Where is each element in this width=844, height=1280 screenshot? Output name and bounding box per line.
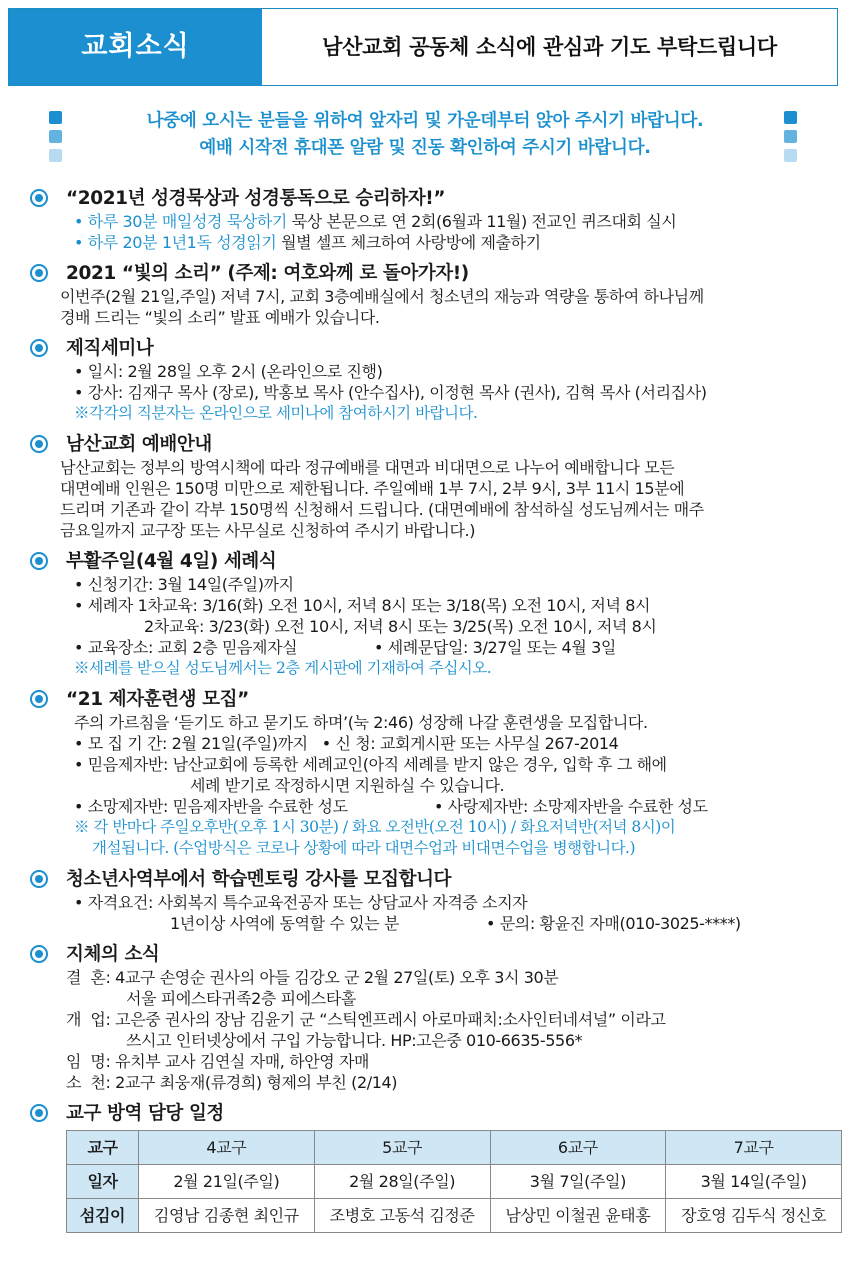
section-title: 청소년사역부에서 학습멘토링 강사를 모집합니다 xyxy=(66,869,452,890)
section-baptism xyxy=(30,549,820,679)
text-line: • 신청기간: 3월 14일(주일)까지 xyxy=(74,575,294,594)
text-line: 이번주(2월 21일,주일) 저녁 7시, 교회 3층예배실에서 청소년의 재능과 역량을 통하여 하나님께 xyxy=(60,287,704,306)
section-schedule xyxy=(30,1101,827,1233)
circle-bullet-icon xyxy=(30,870,48,888)
table-cell: 조병호 고동석 김정준 xyxy=(314,1199,490,1233)
section-title: 남산교회 예배안내 xyxy=(66,434,212,455)
text-line: • 강사: 김재구 목사 (장로), 박홍보 목사 (안수집사), 이정현 목사 (권사), 김혁 목사 (서리집사) xyxy=(74,383,707,402)
note-text: 개설됩니다. (수업방식은 코로나 상황에 따라 대면수업과 비대면수업을 병행합니다.) xyxy=(92,839,636,857)
text-line: • 세례자 1차교육: 3/16(화) 오전 10시, 저녁 8시 또는 3/18(목) 오전 10시, 저녁 8시 xyxy=(74,596,651,615)
circle-bullet-icon xyxy=(30,189,48,207)
circle-bullet-icon xyxy=(30,945,48,963)
note-text: ※각각의 직분자는 온라인으로 세미나에 참여하시기 바랍니다. xyxy=(74,404,478,422)
text-line xyxy=(66,637,820,658)
section-title: 제직세미나 xyxy=(66,338,154,359)
text-span: 묵상 본문으로 연 2회(6월과 11월) 전교인 퀴즈대회 실시 xyxy=(286,212,677,231)
text-span: • 세례문답일: 3/27일 또는 4월 3일 xyxy=(374,638,616,657)
text-span: 월별 셀프 체크하여 사랑방에 제출하기 xyxy=(276,233,541,252)
section-bible xyxy=(30,186,820,253)
table-cell: 3월 7일(주일) xyxy=(490,1165,666,1199)
schedule-heading xyxy=(30,1101,820,1126)
section-light xyxy=(30,261,820,328)
header-subtitle: 남산교회 공동체 소식에 관심과 기도 부탁드립니다 xyxy=(322,35,777,59)
notice-line: 예배 시작전 휴대폰 알람 및 진동 확인하여 주시기 바랍니다. xyxy=(199,138,651,158)
section-title: 2021 “빛의 소리” (주제: 여호와께 로 돌아가자!) xyxy=(66,263,469,284)
section-seminar xyxy=(30,336,820,424)
circle-bullet-icon xyxy=(30,1104,48,1122)
circle-bullet-icon xyxy=(30,690,48,708)
circle-bullet-icon xyxy=(30,552,48,570)
table-cell: 장호영 김두식 정신호 xyxy=(666,1199,842,1233)
circle-bullet-icon xyxy=(30,435,48,453)
text-line: • 모 집 기 간: 2월 21일(주일)까지 • 신 청: 교회게시판 또는 사무실 267-2014 xyxy=(74,734,619,753)
section-title: “21 제자훈련생 모집” xyxy=(66,689,249,710)
table-row xyxy=(67,1199,842,1233)
text-line: 결 혼: 4교구 손영순 권사의 아들 김강오 군 2월 27일(토) 오후 3시 30분 xyxy=(66,968,559,987)
text-line: • 믿음제자반: 남산교회에 등록한 세례교인(아직 세례를 받지 않은 경우, 입학 후 그 해에 xyxy=(74,755,667,774)
section-mentoring xyxy=(30,867,820,934)
text-line: 경배 드리는 “빛의 소리” 발표 예배가 있습니다. xyxy=(60,308,380,327)
text-line: 주의 가르침을 ‘듣기도 하고 묻기도 하며’(눅 2:46) 성장해 나갈 훈련생을 모집합니다. xyxy=(74,713,648,732)
text-span: • 사랑제자반: 소망제자반을 수료한 성도 xyxy=(434,797,708,816)
text-line: 쓰시고 인터넷상에서 구입 가능합니다. HP:고은중 010-6635-556* xyxy=(126,1031,583,1050)
row-label: 일자 xyxy=(67,1165,139,1199)
table-row xyxy=(67,1165,842,1199)
text-line: 2차교육: 3/23(화) 오전 10시, 저녁 8시 또는 3/25(목) 오전 10시, 저녁 8시 xyxy=(144,617,657,636)
table-row xyxy=(67,1131,842,1165)
highlight-text: • 하루 20분 1년1독 성경읽기 xyxy=(74,233,277,252)
news-content xyxy=(30,186,827,1241)
table-cell: 김영남 김종현 최인규 xyxy=(139,1199,315,1233)
highlight-text: • 하루 30분 매일성경 묵상하기 xyxy=(74,212,287,231)
table-cell: 2월 28일(주일) xyxy=(314,1165,490,1199)
note-text: ※ 각 반마다 주일오후반(오후 1시 30분) / 화요 오전반(오전 10시) / 화요저녁반(저녁 8시)이 xyxy=(74,818,676,836)
table-cell: 4교구 xyxy=(139,1131,315,1165)
text-line: 금요일까지 교구장 또는 사무실로 신청하여 주시기 바랍니다.) xyxy=(60,521,476,540)
text-line: 남산교회는 정부의 방역시책에 따라 정규예배를 대면과 비대면으로 나누어 예배합니다 모든 xyxy=(60,458,675,477)
schedule-table xyxy=(66,1130,842,1233)
section-members xyxy=(30,942,820,1093)
section-title: 교구 방역 담당 일정 xyxy=(66,1103,224,1124)
text-span: 1년이상 사역에 동역할 수 있는 분 xyxy=(170,914,399,933)
text-line xyxy=(66,211,820,232)
table-cell: 7교구 xyxy=(666,1131,842,1165)
text-line xyxy=(66,796,820,817)
table-cell: 6교구 xyxy=(490,1131,666,1165)
text-span: • 교육장소: 교회 2층 믿음제자실 xyxy=(74,638,298,657)
note-text: ※세례를 받으실 성도님께서는 2층 게시판에 기재하여 주십시오. xyxy=(74,659,492,677)
page-header xyxy=(8,8,838,86)
circle-bullet-icon xyxy=(30,264,48,282)
section-title: 지체의 소식 xyxy=(66,944,160,965)
table-cell: 5교구 xyxy=(314,1131,490,1165)
section-title: 부활주일(4월 4일) 세례식 xyxy=(66,551,277,572)
text-line: 개 업: 고은중 권사의 장남 김윤기 군 “스틱엔프레시 아로마패치:소사인터네셔널” 이라고 xyxy=(66,1010,666,1029)
row-label: 교구 xyxy=(67,1131,139,1165)
notice-box xyxy=(40,108,810,168)
section-worship xyxy=(30,432,820,541)
text-span: • 문의: 황윤진 자매(010-3025-****) xyxy=(486,914,741,933)
text-line: • 자격요건: 사회복지 특수교육전공자 또는 상담교사 자격증 소지자 xyxy=(74,893,528,912)
section-title: “2021년 성경묵상과 성경통독으로 승리하자!” xyxy=(66,188,446,209)
text-line: 서울 피에스타귀족2층 피에스타홀 xyxy=(126,989,356,1008)
text-line xyxy=(66,913,820,934)
table-cell: 2월 21일(주일) xyxy=(139,1165,315,1199)
table-cell: 3월 14일(주일) xyxy=(666,1165,842,1199)
text-line xyxy=(66,232,820,253)
table-cell: 남상민 이철권 윤태홍 xyxy=(490,1199,666,1233)
section-tab: 교회소식 xyxy=(9,9,262,85)
text-line: 대면예배 인원은 150명 미만으로 제한됩니다. 주일예배 1부 7시, 2부 9시, 3부 11시 15분에 xyxy=(60,479,685,498)
row-label: 섬김이 xyxy=(67,1199,139,1233)
text-line: • 일시: 2월 28일 오후 2시 (온라인으로 진행) xyxy=(74,362,383,381)
text-span: • 소망제자반: 믿음제자반을 수료한 성도 xyxy=(74,797,348,816)
circle-bullet-icon xyxy=(30,339,48,357)
notice-line: 나중에 오시는 분들을 위하여 앞자리 및 가운데부터 앉아 주시기 바랍니다. xyxy=(146,111,704,131)
text-line: 임 명: 유치부 교사 김연실 자매, 하안영 자매 xyxy=(66,1052,370,1071)
text-line: 드리며 기존과 같이 각부 150명씩 신청해서 드립니다. (대면예배에 참석하실 성도님께서는 매주 xyxy=(60,500,704,519)
text-line: 소 천: 2교구 최웅재(류경희) 형제의 부친 (2/14) xyxy=(66,1073,398,1092)
section-disciple xyxy=(30,687,820,859)
text-line: 세례 받기로 작정하시면 지원하실 수 있습니다. xyxy=(190,776,505,795)
